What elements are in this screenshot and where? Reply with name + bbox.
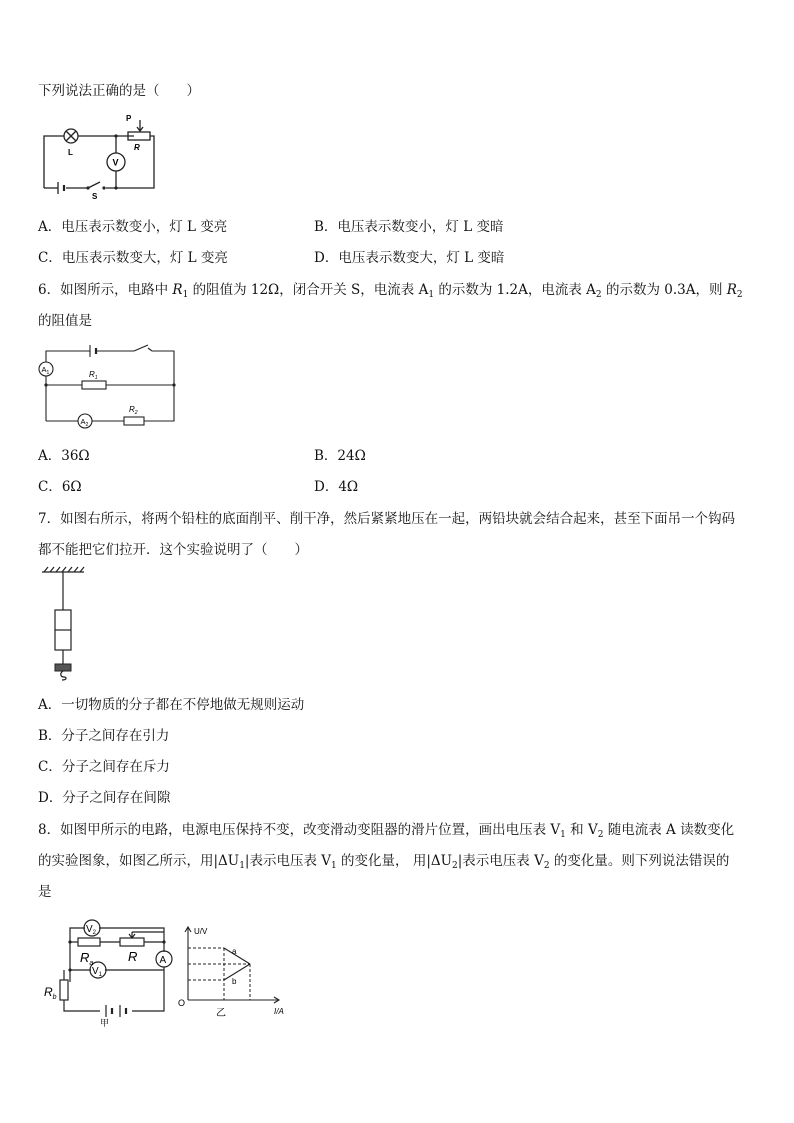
q6-label-r1: $R_1$ xyxy=(89,370,98,381)
q8-label-ammeter: A xyxy=(159,955,167,966)
q8-caption-yi: 乙 xyxy=(216,1008,226,1018)
q7-option-c[interactable]: C．分子之间存在斥力 xyxy=(38,759,170,775)
q6-option-a[interactable]: A．36Ω xyxy=(38,448,90,464)
q8-graph-yi xyxy=(178,922,290,1018)
q6-option-d[interactable]: D．4Ω xyxy=(314,479,359,495)
q8-label-v1: $V_1$ xyxy=(92,966,103,978)
q6-label-r2: $R_2$ xyxy=(129,405,138,416)
q6-stem-line2: 的阻值是 xyxy=(38,313,92,329)
q7-stem-line2: 都不能把它们拉开．这个实验说明了（ ） xyxy=(38,542,308,558)
q8-label-x-axis: I/A xyxy=(274,1007,284,1016)
q8-label-ra: $R_a$ xyxy=(80,950,94,967)
q7-option-a[interactable]: A．一切物质的分子都在不停地做无规则运动 xyxy=(38,697,305,713)
q5-option-b[interactable]: B．电压表示数变小，灯 L 变暗 xyxy=(314,219,504,235)
q6-label-a1: $A_1$ xyxy=(41,365,50,376)
q5-label-switch: S xyxy=(92,192,98,200)
q5-option-a[interactable]: A．电压表示数变小，灯 L 变亮 xyxy=(38,219,228,235)
q6-option-c[interactable]: C．6Ω xyxy=(38,479,82,495)
q8-label-line-a: a xyxy=(232,947,237,956)
q6-stem-line1: 6．如图所示，电路中 $R_1$ 的阻值为 12Ω，闭合开关 S，电流表 $A_1$ 的示数为 1.2A，电流表 $A_2$ 的示数为 0.3A，则 $R_2$ xyxy=(38,282,743,300)
q6-option-b[interactable]: B．24Ω xyxy=(314,448,366,464)
q5-label-voltmeter: V xyxy=(112,157,119,168)
q7-stem-line1: 7．如图右所示，将两个铅柱的底面削平、削干净，然后紧紧地压在一起，两铅块就会结合起来，甚至下面吊一个钩码 xyxy=(38,511,736,527)
q8-label-origin: O xyxy=(178,998,186,1008)
q8-label-r: R xyxy=(128,949,138,964)
q8-label-rb: $R_b$ xyxy=(44,985,57,1001)
q8-label-line-b: b xyxy=(232,977,237,986)
q8-stem-line2: 的实验图象，如图乙所示，用$|\Delta U_1|$表示电压表 $V_1$ 的变化量， 用$|\Delta U_2|$表示电压表 $V_2$ 的变化量。则下列说法错误的 xyxy=(38,853,730,871)
q6-label-a2: $A_2$ xyxy=(80,417,89,428)
q5-circuit-diagram xyxy=(38,110,158,200)
q5-option-d[interactable]: D．电压表示数变大，灯 L 变暗 xyxy=(314,250,505,266)
q5-option-c[interactable]: C．电压表示数变大，灯 L 变亮 xyxy=(38,250,228,266)
q7-lead-cylinder-diagram xyxy=(40,566,90,682)
q7-option-d[interactable]: D．分子之间存在间隙 xyxy=(38,790,171,806)
q5-label-lamp: L xyxy=(68,148,73,157)
q5-label-slider: P xyxy=(126,114,132,123)
q8-stem-line1: 8．如图甲所示的电路，电源电压保持不变，改变滑动变阻器的滑片位置，画出电压表 $V_1$ 和 $V_2$ 随电流表 A 读数变化 xyxy=(38,822,735,840)
q6-circuit-diagram xyxy=(36,340,181,432)
q8-caption-jia: 甲 xyxy=(100,1018,110,1028)
q8-circuit-diagram-jia xyxy=(40,908,180,1030)
q5-label-rheostat: R xyxy=(134,143,140,152)
q8-label-v2: $V_2$ xyxy=(86,924,97,936)
q5-stem: 下列说法正确的是（ ） xyxy=(38,83,200,99)
q7-option-b[interactable]: B．分子之间存在引力 xyxy=(38,728,170,744)
q8-stem-line3: 是 xyxy=(38,884,52,900)
q8-label-y-axis: U/V xyxy=(194,927,208,936)
